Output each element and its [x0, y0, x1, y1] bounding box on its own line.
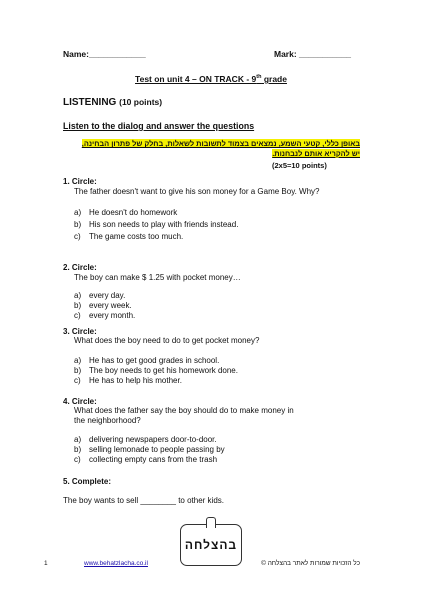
option-text: every month. — [89, 311, 136, 320]
logo-text: בהצלחה — [184, 538, 238, 552]
hebrew-note — [60, 139, 360, 158]
hebrew-note-line1 — [60, 139, 360, 149]
option-text: every day. — [89, 291, 126, 300]
question-3-heading: 3. Circle: — [63, 327, 97, 336]
question-1-heading: 1. Circle: — [63, 177, 97, 186]
question-1-option-b[interactable] — [74, 220, 238, 229]
hebrew-note-line1-text: באופן כללי, קטעי השמע, נמצאים בצמוד לתשובות לשאלות, בחלק של פתרון הבחינה, — [81, 139, 360, 148]
option-letter: a) — [74, 291, 82, 300]
question-4-text-line2: the neighborhood? — [74, 416, 141, 425]
question-1-option-c[interactable] — [74, 232, 183, 241]
hebrew-note-line2 — [60, 149, 360, 159]
test-title-sup: th — [256, 74, 262, 81]
hebrew-note-line2-text: יש להקריא אותם לנבחנות. — [272, 148, 360, 158]
question-5-text: The boy wants to sell ________ to other kids. — [63, 496, 224, 505]
option-letter: b) — [74, 366, 82, 375]
test-title-main: Test on unit 4 – ON TRACK - 9 — [135, 74, 257, 84]
question-2-option-c[interactable] — [74, 311, 135, 320]
question-4-option-a[interactable] — [74, 435, 217, 444]
option-text: He has to help his mother. — [89, 376, 182, 385]
option-text: collecting empty cans from the trash — [89, 455, 218, 464]
question-4-option-b[interactable] — [74, 445, 225, 454]
section-heading-text: LISTENING — [63, 97, 117, 108]
behatzlacha-logo — [180, 524, 242, 566]
section-points: (10 points) — [119, 97, 163, 107]
question-4-text-line1: What does the father say the boy should do to make money in — [74, 406, 294, 415]
question-2-option-a[interactable] — [74, 291, 125, 300]
question-3-option-c[interactable] — [74, 376, 182, 385]
option-letter: b) — [74, 445, 82, 454]
option-text: The game costs too much. — [89, 232, 184, 241]
option-letter: c) — [74, 232, 81, 241]
option-letter: a) — [74, 356, 82, 365]
name-field-label: Name:____________ — [63, 49, 146, 59]
section-instruction: Listen to the dialog and answer the questions — [63, 121, 255, 131]
question-5-heading: 5. Complete: — [63, 477, 112, 486]
option-letter: b) — [74, 220, 82, 229]
option-text: His son needs to play with friends instead. — [89, 220, 239, 229]
option-letter: a) — [74, 435, 82, 444]
question-2-text: The boy can make $ 1.25 with pocket money… — [74, 273, 241, 282]
site-link[interactable]: www.behatzlacha.co.il — [84, 560, 148, 567]
question-2-heading: 2. Circle: — [63, 263, 97, 272]
logo-tab — [206, 517, 216, 528]
question-1-text: The father doesn't want to give his son money for a Game Boy. Why? — [74, 187, 320, 196]
question-1-option-a[interactable] — [74, 208, 177, 217]
question-4-heading: 4. Circle: — [63, 397, 97, 406]
option-letter: c) — [74, 455, 81, 464]
option-letter: c) — [74, 376, 81, 385]
question-4-option-c[interactable] — [74, 455, 217, 464]
option-letter: c) — [74, 311, 81, 320]
copyright-text: כל הזכויות שמורות לאתר בהצלחה © — [261, 560, 360, 567]
question-3-option-a[interactable] — [74, 356, 219, 365]
section-heading — [63, 97, 162, 108]
question-3-option-b[interactable] — [74, 366, 238, 375]
option-text: He doesn't do homework — [89, 208, 178, 217]
option-text: every week. — [89, 301, 132, 310]
page-number: 1 — [44, 560, 48, 567]
test-title-suffix: grade — [261, 74, 287, 84]
option-text: He has to get good grades in school. — [89, 356, 220, 365]
question-3-text: What does the boy need to do to get pocket money? — [74, 336, 260, 345]
option-letter: b) — [74, 301, 82, 310]
option-text: selling lemonade to people passing by — [89, 445, 225, 454]
test-title — [0, 74, 422, 84]
question-2-option-b[interactable] — [74, 301, 132, 310]
option-text: The boy needs to get his homework done. — [89, 366, 238, 375]
option-letter: a) — [74, 208, 82, 217]
points-breakdown: (2x5=10 points) — [272, 161, 327, 170]
mark-field-label: Mark: ___________ — [274, 49, 352, 59]
option-text: delivering newspapers door-to-door. — [89, 435, 217, 444]
